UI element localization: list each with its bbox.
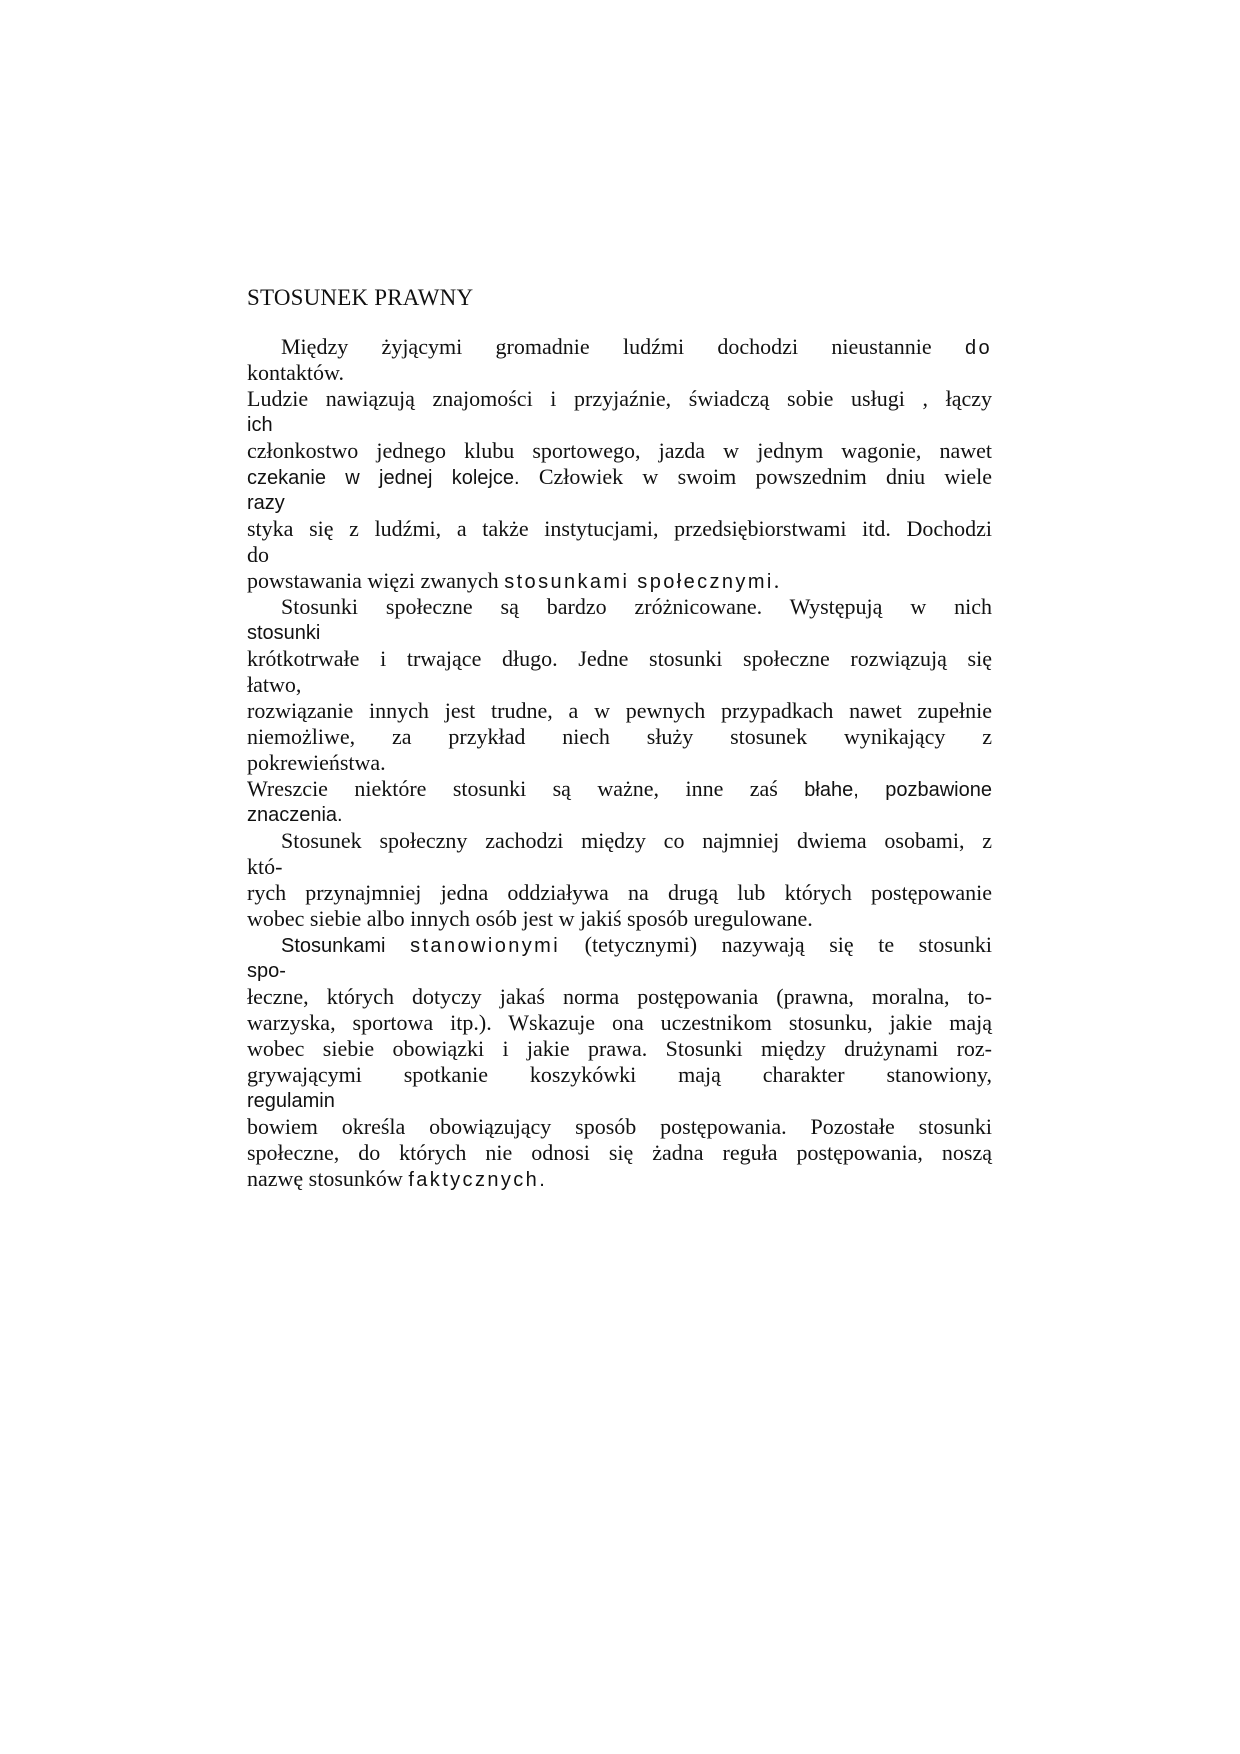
emphasis-span: do — [964, 337, 993, 359]
text-line: regulamin — [247, 1090, 335, 1112]
text-line: łeczne, których dotyczy jakaś norma postępowania (prawna, moralna, to- — [247, 984, 992, 1009]
text-line: niemożliwe, za przykład niech służy stosunek wynikający z — [247, 724, 992, 749]
text-line: znaczenia. — [247, 804, 343, 826]
text-line: wobec siebie albo innych osób jest w jakiś sposób uregulowane. — [247, 906, 813, 931]
document-body — [247, 334, 992, 1192]
emphasis-span: stanowionymi — [410, 935, 561, 957]
text-line: Stosunki społeczne są bardzo zróżnicowane. Występują w nich — [281, 594, 992, 619]
text-line: pokrewieństwa. — [247, 750, 386, 775]
text-line: ich — [247, 414, 273, 436]
text-span: nazwę stosunków — [247, 1166, 403, 1191]
text-line: warzyska, sportowa itp.). Wskazuje ona uczestnikom stosunku, jakie mają — [247, 1010, 992, 1035]
text-span: Wreszcie niektóre stosunki są ważne, inne zaś — [247, 776, 778, 801]
text-line — [247, 776, 992, 802]
text-line: spo- — [247, 960, 286, 982]
text-span: (tetycznymi) nazywają się te stosunki — [584, 932, 993, 957]
text-span: . — [773, 568, 780, 593]
emphasis-span: faktycznych. — [408, 1169, 548, 1191]
text-line: Stosunek społeczny zachodzi między co najmniej dwiema osobami, z — [281, 828, 992, 853]
text-line — [247, 932, 992, 958]
text-line: styka się z ludźmi, a także instytucjami, przedsiębiorstwami itd. Dochodzi — [247, 516, 992, 541]
text-line — [247, 568, 992, 594]
text-line: krótkotrwałe i trwające długo. Jedne stosunki społeczne rozwiązują się — [247, 646, 992, 671]
text-line: stosunki — [247, 622, 321, 644]
text-line: do — [247, 542, 269, 567]
text-line: rozwiązanie innych jest trudne, a w pewnych przypadkach nawet zupełnie — [247, 698, 992, 723]
text-line: grywającymi spotkanie koszykówki mają charakter stanowiony, — [247, 1062, 992, 1087]
text-line: członkostwo jednego klubu sportowego, jazda w jednym wagonie, nawet — [247, 438, 992, 463]
text-span: błahe, pozbawione — [804, 779, 992, 801]
text-line — [247, 1166, 992, 1192]
text-line: Ludzie nawiązują znajomości i przyjaźnie, świadczą sobie usługi , łączy — [247, 386, 992, 411]
text-line — [247, 464, 992, 490]
text-line: któ- — [247, 854, 283, 879]
text-line: wobec siebie obowiązki i jakie prawa. Stosunki między drużynami roz- — [247, 1036, 992, 1061]
text-span: Stosunkami — [281, 935, 386, 957]
text-span: Między żyjącymi gromadnie ludźmi dochodzi nieustannie — [281, 334, 932, 359]
text-line: kontaktów. — [247, 360, 344, 385]
text-line: razy — [247, 492, 285, 514]
text-span: czekanie w jednej kolejce. — [247, 467, 520, 489]
text-line: bowiem określa obowiązujący sposób postępowania. Pozostałe stosunki — [247, 1114, 992, 1139]
text-line: rych przynajmniej jedna oddziaływa na drugą lub których postępowanie — [247, 880, 992, 905]
text-span: Człowiek w swoim powszednim dniu wiele — [538, 464, 992, 489]
emphasis-span: stosunkami społecznymi — [504, 571, 774, 593]
document-title: STOSUNEK PRAWNY — [247, 285, 474, 310]
text-line — [247, 334, 992, 360]
text-line: łatwo, — [247, 672, 302, 697]
text-span: powstawania więzi zwanych — [247, 568, 499, 593]
text-line: społeczne, do których nie odnosi się żadna reguła postępowania, noszą — [247, 1140, 992, 1165]
